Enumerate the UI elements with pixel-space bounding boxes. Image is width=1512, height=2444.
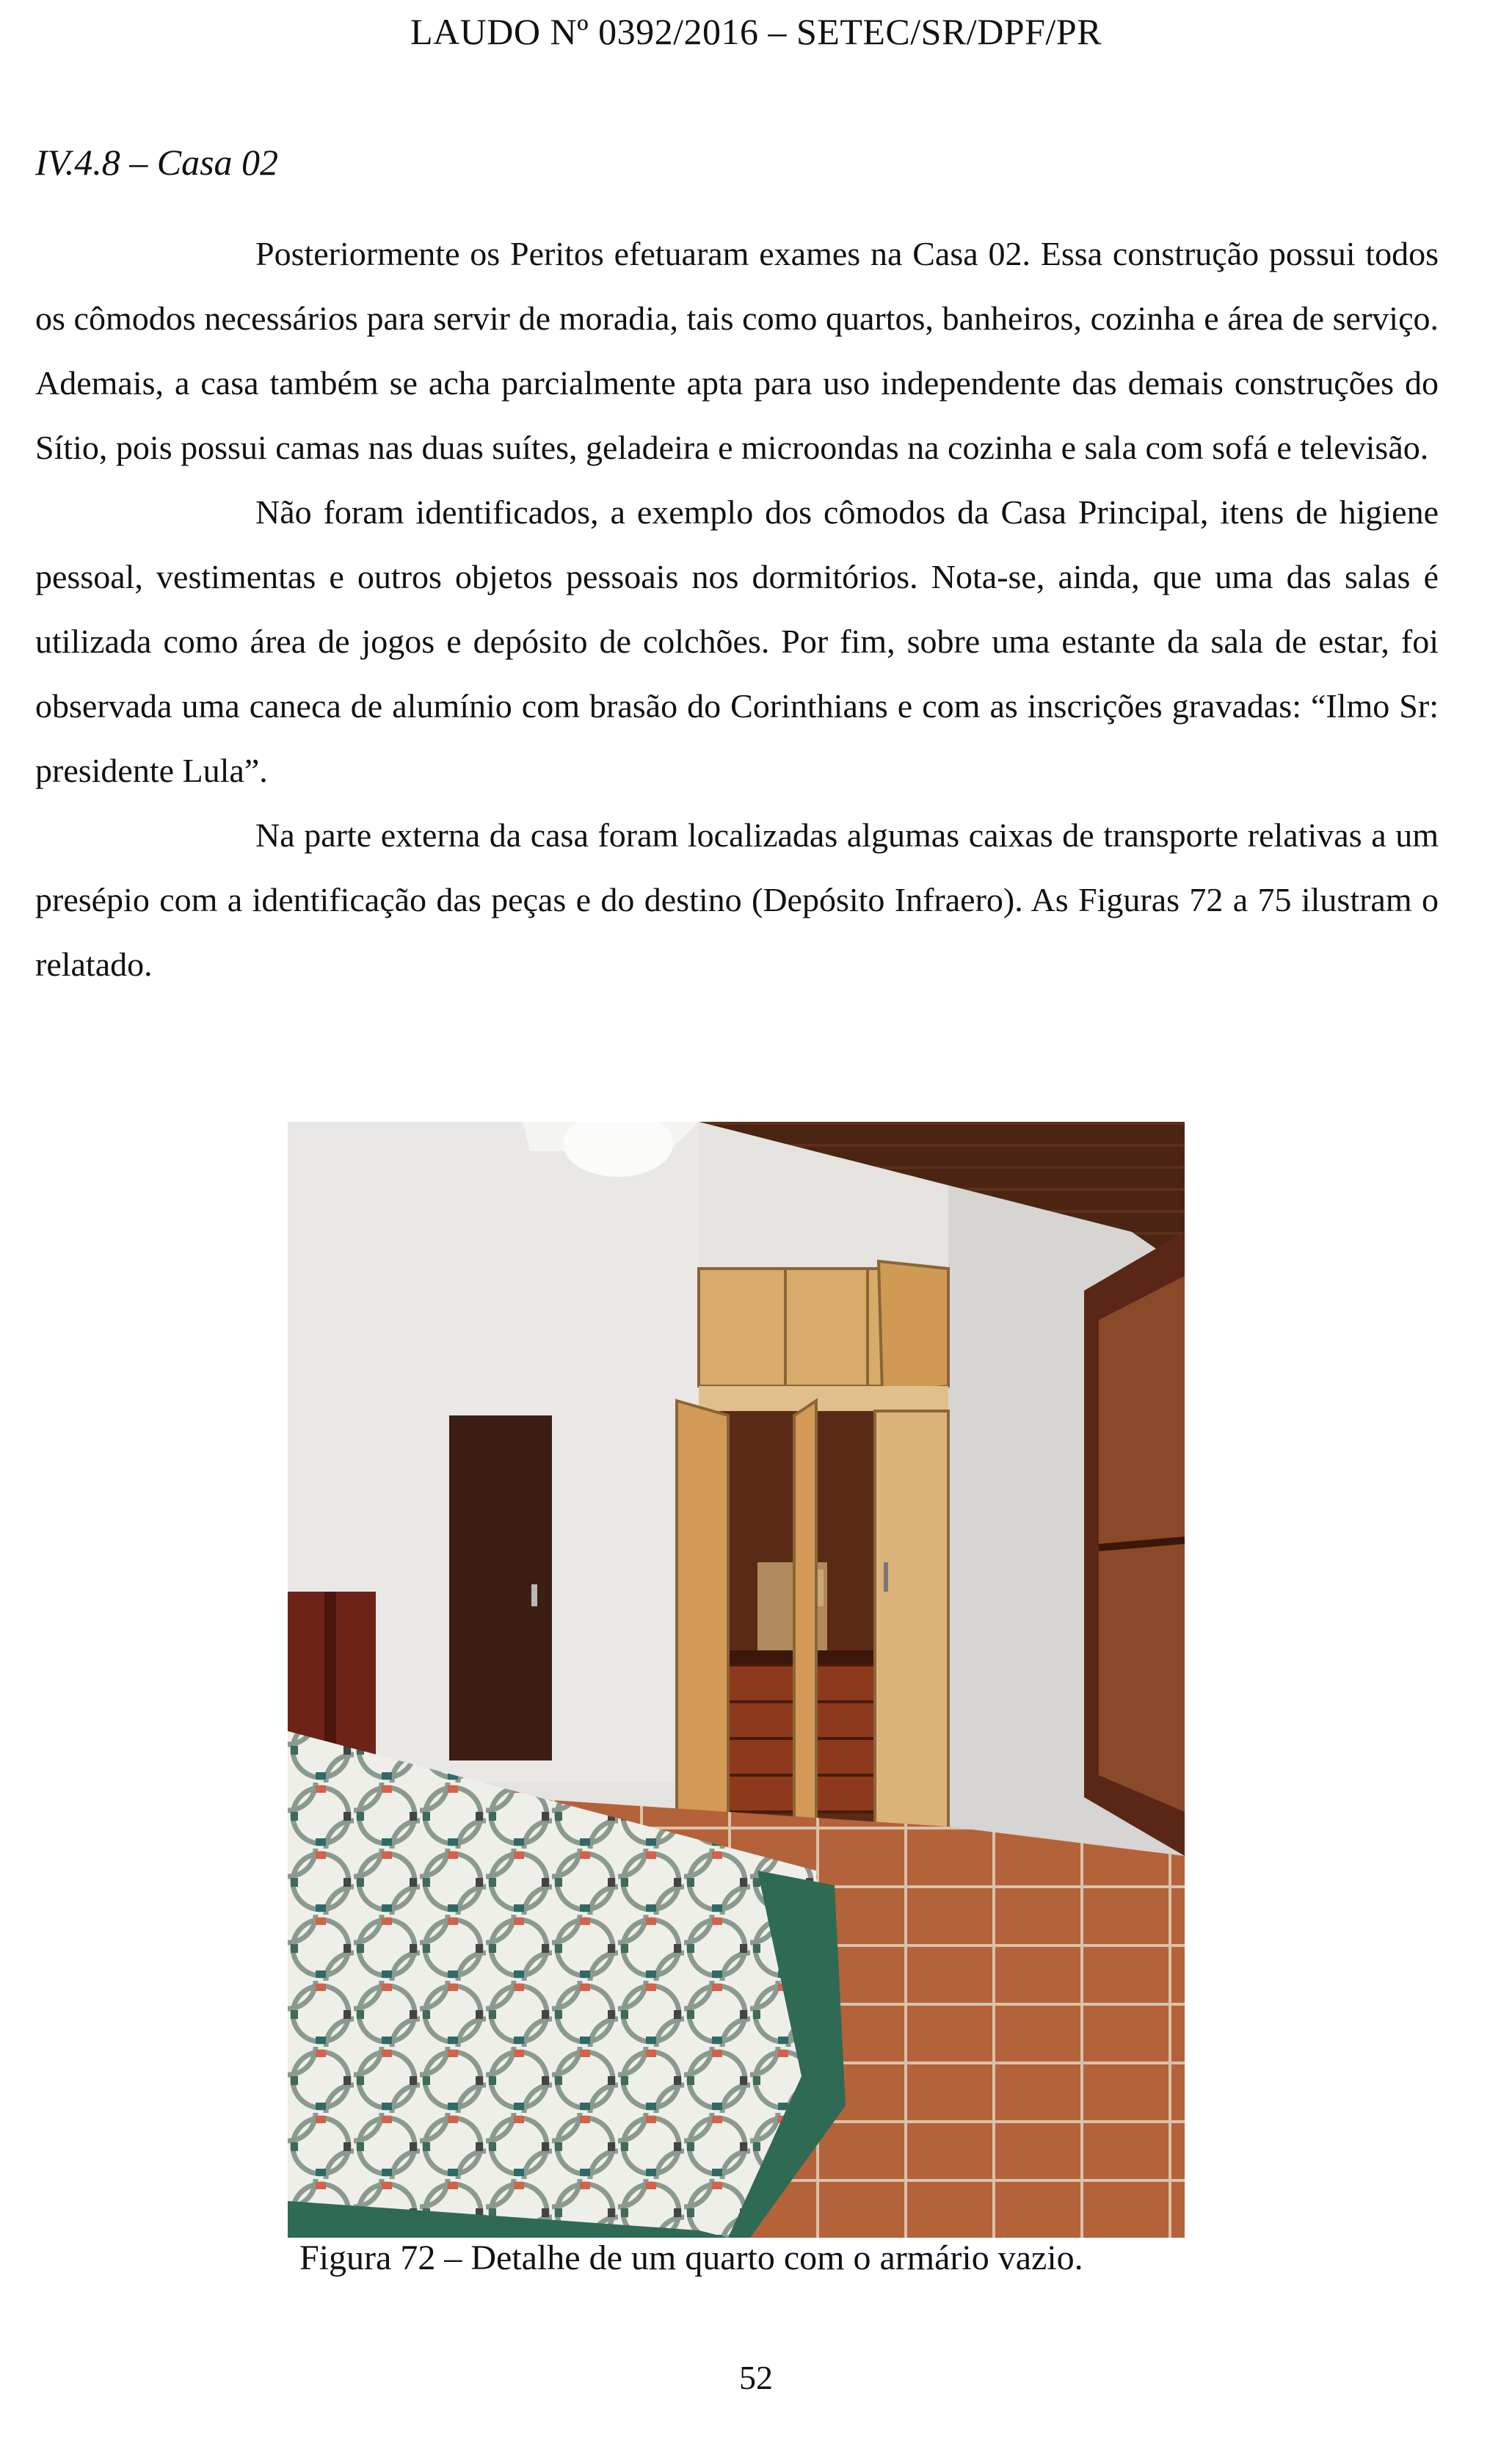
- page-number: 52: [739, 2359, 773, 2396]
- paragraph-2: Não foram identificados, a exemplo dos cômodos da Casa Principal, itens de higiene pessoal, vestimentas e outros objetos pessoais nos dormitórios. Nota-se, ainda, que uma das salas é utilizada como área de jogos e depósito de colchões. Por fim, sobre uma estante da sala de estar, foi observada uma caneca de alumínio com brasão do Corinthians e com as inscrições gravadas: “Ilmo Sr: presidente Lula”.: [35, 493, 1439, 789]
- paragraph-3: Na parte externa da casa foram localizadas algumas caixas de transporte relativas a um presépio com a identificação das peças e do destino (Depósito Infraero). As Figuras 72 a 75 ilustram o relatado.: [35, 816, 1439, 983]
- section-title: IV.4.8 – Casa 02: [35, 142, 279, 183]
- paragraph-1: Posteriormente os Peritos efetuaram exames na Casa 02. Essa construção possui todos os cômodos necessários para servir de moradia, tais como quartos, banheiros, cozinha e área de serviço. Ademais, a casa também se acha parcialmente apta para uso independente das demais construções do Sítio, pois possui camas nas duas suítes, geladeira e microondas na cozinha e sala com sofá e televisão.: [35, 235, 1439, 466]
- bedroom-photo: [288, 1122, 1185, 2238]
- body-text: [35, 222, 1439, 997]
- document-header: LAUDO Nº 0392/2016 – SETEC/SR/DPF/PR: [410, 11, 1102, 52]
- figure-caption: Figura 72 – Detalhe de um quarto com o armário vazio.: [299, 2238, 1083, 2277]
